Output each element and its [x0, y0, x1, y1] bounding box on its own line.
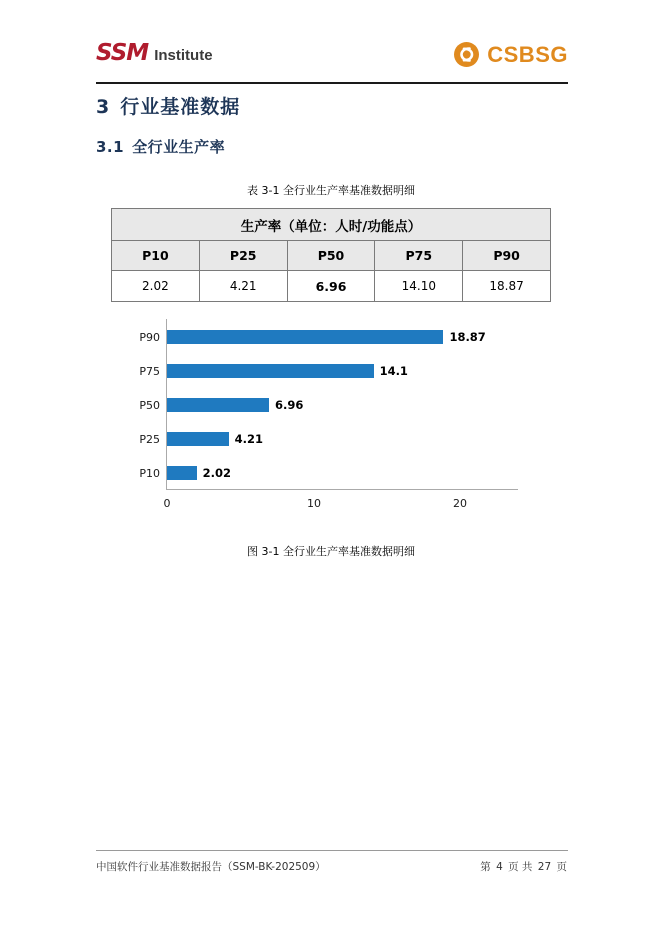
table-title-cell: 生产率（单位：人时/功能点）: [112, 209, 551, 241]
csbsg-logo-text: CSBSG: [487, 41, 568, 67]
bar-p10: [167, 466, 197, 480]
section-number: 3: [96, 96, 111, 118]
figure-caption: 图 3-1 全行业生产率基准数据明细: [247, 545, 415, 558]
footer-page-total: 27: [537, 861, 552, 873]
footer-page-prefix: 第: [480, 861, 491, 873]
bar-row-p10: [139, 456, 231, 490]
category-label-p50: P50: [139, 398, 160, 412]
bar-p50: [167, 398, 269, 412]
bar-value-p50: 6.96: [274, 398, 304, 412]
bar-row-p25: [139, 422, 264, 456]
table-cell-p25: 4.21: [199, 271, 287, 302]
bar-value-p25: 4.21: [234, 432, 264, 446]
section-heading-1: [96, 92, 240, 119]
category-label-p10: P10: [139, 466, 160, 480]
bar-row-p90: [139, 320, 486, 354]
footer-page-mid: 页 共: [508, 861, 533, 873]
table-header-p50: P50: [287, 241, 375, 271]
table-header-p90: P90: [463, 241, 551, 271]
chart-plot-area: [139, 319, 518, 510]
page-footer: [96, 850, 568, 874]
footer-page-number: 4: [496, 861, 503, 873]
table-header-p75: P75: [375, 241, 463, 271]
institute-logo-text: Institute: [154, 47, 213, 64]
x-tick-20: 20: [453, 497, 467, 510]
table-header-p25: P25: [199, 241, 287, 271]
bar-p25: [167, 432, 229, 446]
bar-value-p75: 14.1: [379, 364, 408, 378]
bar-row-p75: [139, 354, 408, 388]
subsection-number: 3.1: [96, 138, 125, 156]
productivity-bar-chart: [111, 315, 551, 515]
csbsg-logo: [453, 40, 568, 68]
category-label-p90: P90: [139, 330, 160, 344]
table-cell-p10: 2.02: [112, 271, 200, 302]
table-header-p10: P10: [112, 241, 200, 271]
section-heading-2: [96, 136, 225, 157]
section-title: 行业基准数据: [120, 96, 241, 118]
category-label-p75: P75: [139, 364, 160, 378]
x-tick-0: 0: [163, 497, 171, 510]
table-title-row: [112, 209, 551, 241]
table-caption: 表 3-1 全行业生产率基准数据明细: [247, 184, 415, 197]
bar-p75: [167, 364, 374, 378]
bar-p90: [167, 330, 443, 344]
table-cell-p90: 18.87: [463, 271, 551, 302]
footer-page-indicator: [479, 859, 568, 874]
bar-value-p90: 18.87: [449, 330, 486, 344]
table-header-row: [112, 241, 551, 271]
category-label-p25: P25: [139, 432, 160, 446]
csbsg-swirl-icon: [453, 41, 480, 68]
data-table-container: [111, 208, 551, 302]
productivity-table: [111, 208, 551, 302]
page-header: [96, 40, 568, 84]
footer-document-title: 中国软件行业基准数据报告（SSM-BK-202509）: [96, 861, 326, 873]
bar-value-p10: 2.02: [202, 466, 231, 480]
subsection-title: 全行业生产率: [132, 138, 226, 156]
bar-row-p50: [139, 388, 304, 422]
ssm-logo-text: SSM: [96, 40, 149, 66]
x-tick-10: 10: [307, 497, 321, 510]
table-cell-p50: 6.96: [287, 271, 375, 302]
table-cell-p75: 14.10: [375, 271, 463, 302]
table-row: [112, 271, 551, 302]
ssm-institute-logo: [96, 40, 213, 65]
footer-page-suffix: 页: [556, 861, 567, 873]
